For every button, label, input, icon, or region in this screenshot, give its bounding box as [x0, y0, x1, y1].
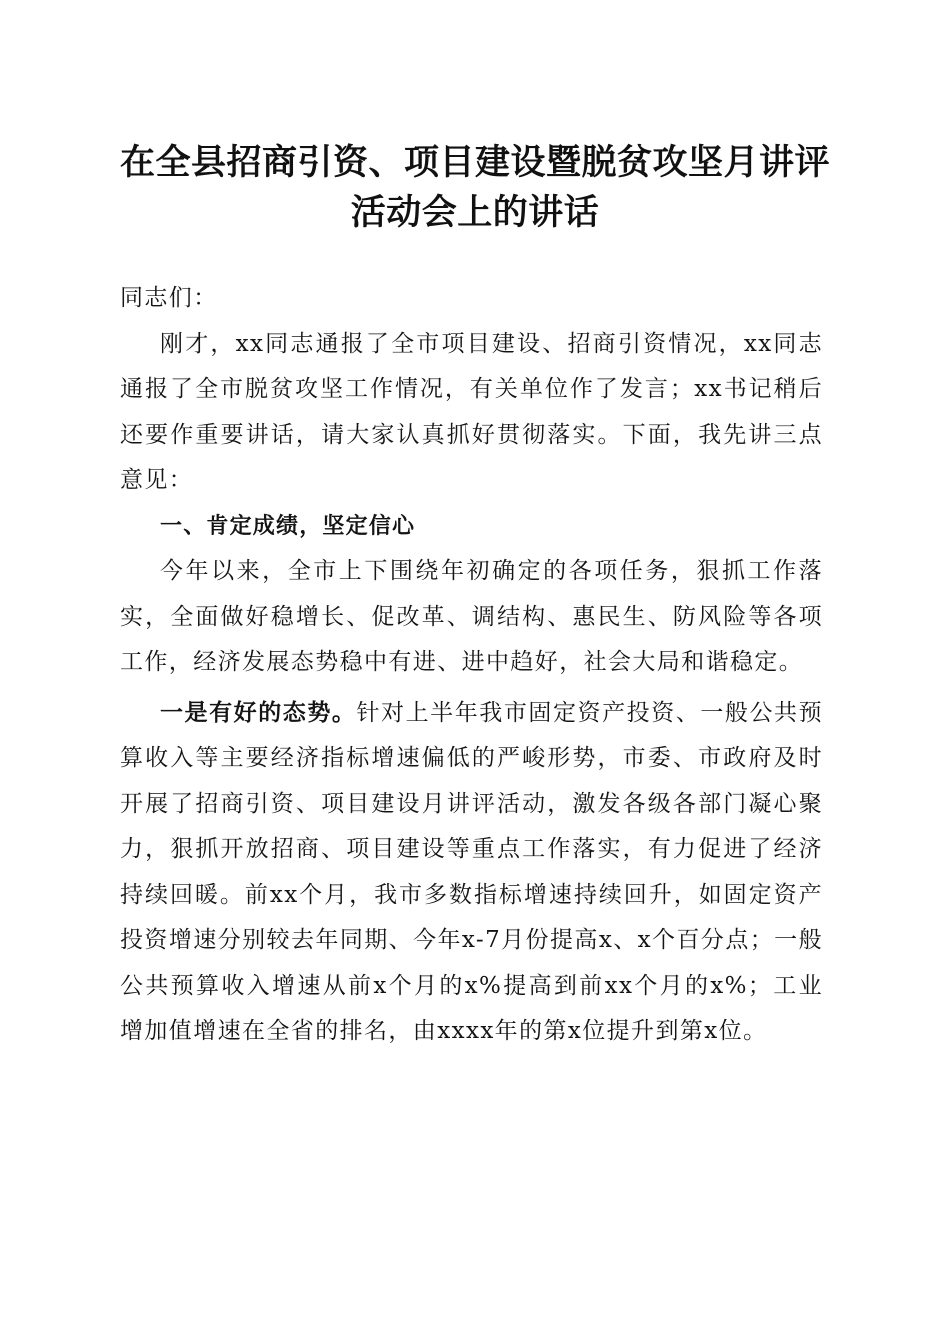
paragraph-good-trend-body: 针对上半年我市固定资产投资、一般公共预算收入等主要经济指标增速偏低的严峻形势，市委、市政府及时开展了招商引资、项目建设月讲评活动，激发各级各部门凝心聚力，狠抓开放招商、项目建设等重点工作落实，有力促进了经济持续回暖。前xx个月，我市多数指标增速持续回升，如固定资产投资增速分别较去年同期、今年x-7月份提高x、x个百分点；一般公共预算收入增速从前x个月的x%提高到前xx个月的x%；工业增加值增速在全省的排名，由xxxx年的第x位提升到第x位。 — [120, 699, 823, 1044]
paragraph-achievements: 今年以来，全市上下围绕年初确定的各项任务，狠抓工作落实，全面做好稳增长、促改革、调结构、惠民生、防风险等各项工作，经济发展态势稳中有进、进中趋好，社会大局和谐稳定。 — [120, 558, 823, 675]
document-body — [120, 276, 823, 1055]
paragraph-good-trend — [120, 690, 823, 1055]
title-line-2: 活动会上的讲话 — [350, 192, 600, 233]
title-line-1: 在全县招商引资、项目建设暨脱贫攻坚月讲评 — [119, 142, 830, 183]
paragraph-opening: 刚才，xx同志通报了全市项目建设、招商引资情况，xx同志通报了全市脱贫攻坚工作情况，有关单位作了发言；xx书记稍后还要作重要讲话，请大家认真抓好贯彻落实。下面，我先讲三点意见： — [120, 330, 823, 493]
document-title — [110, 138, 840, 238]
paragraph-lead-bold: 一是有好的态势。 — [160, 698, 357, 726]
section-heading-1: 一、肯定成绩，坚定信心 — [160, 513, 416, 539]
salutation: 同志们： — [120, 285, 218, 311]
